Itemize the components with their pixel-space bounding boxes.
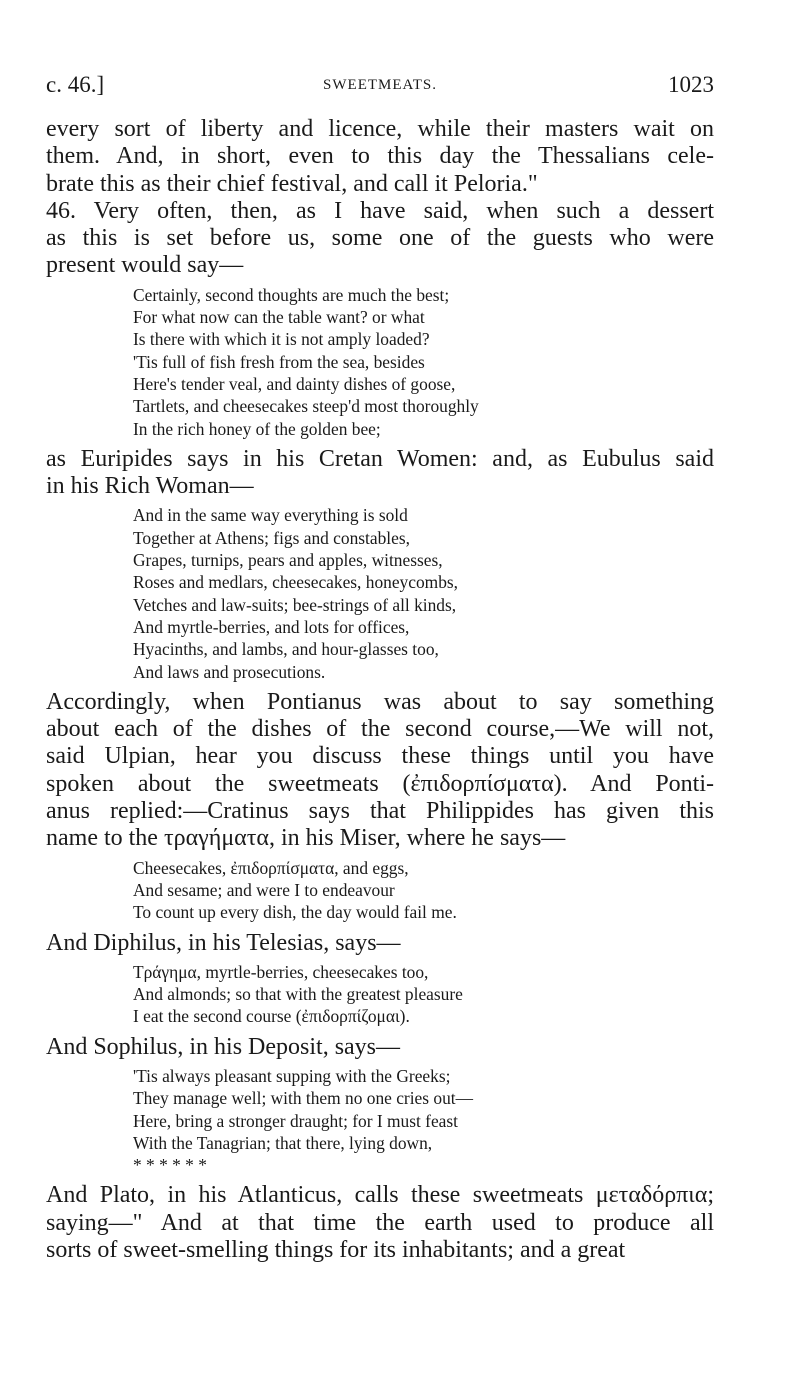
verse-line: In the rich honey of the golden bee; xyxy=(133,418,381,439)
text-line: every sort of liberty and licence, while their masters wait on xyxy=(46,116,714,142)
prose-paragraph xyxy=(46,930,714,957)
verse-line: Here, bring a stronger draught; for I must feast xyxy=(133,1110,459,1131)
verse-line: And laws and prosecutions. xyxy=(133,661,326,682)
verse-line: * * * * * * xyxy=(133,1155,207,1176)
verse-quotation xyxy=(46,504,714,682)
verse-line: Together at Athens; figs and constables, xyxy=(133,527,410,548)
verse-line: And sesame; and were I to endeavour xyxy=(133,879,395,900)
verse-line: And myrtle-berries, and lots for offices, xyxy=(133,616,410,637)
text-line: brate this as their chief festival, and call it Peloria." xyxy=(46,170,538,197)
verse-line: Here's tender veal, and dainty dishes of goose, xyxy=(133,373,456,394)
text-line: them. And, in short, even to this day the Thessalians cele- xyxy=(46,143,714,170)
running-title: SWEETMEATS. xyxy=(323,77,437,93)
verse-line: Τράγημα, myrtle-berries, cheesecakes too, xyxy=(133,961,429,982)
text-line: And Plato, in his Atlanticus, calls these sweetmeats μεταδόρπια; xyxy=(46,1182,714,1209)
verse-quotation xyxy=(46,1065,714,1176)
verse-line: And almonds; so that with the greatest pleasure xyxy=(133,984,463,1005)
text-line: saying—" And at that time the earth used to produce all xyxy=(46,1209,714,1236)
verse-line: I eat the second course (ἐπιδορπίζομαι). xyxy=(133,1006,410,1027)
verse-quotation xyxy=(46,857,714,924)
verse-line: With the Tanagrian; that there, lying down, xyxy=(133,1132,433,1153)
text-line: about each of the dishes of the second course,—We will not, xyxy=(46,716,714,743)
text-line: in his Rich Woman— xyxy=(46,473,254,500)
prose-paragraph xyxy=(46,446,714,501)
text-line: name to the τραγήματα, in his Miser, where he says— xyxy=(46,825,566,852)
verse-line: Hyacinths, and lambs, and hour-glasses too, xyxy=(133,639,439,660)
prose-paragraph xyxy=(46,689,714,853)
verse-line: Is there with which it is not amply loaded? xyxy=(133,329,430,350)
text-line: Accordingly, when Pontianus was about to say something xyxy=(46,688,714,715)
verse-line: Roses and medlars, cheesecakes, honeycombs, xyxy=(133,572,459,593)
text-line: as this is set before us, some one of the guests who were xyxy=(46,225,714,252)
text-line: sorts of sweet-smelling things for its inhabitants; and a great xyxy=(46,1237,626,1264)
verse-quotation xyxy=(46,284,714,440)
page-number: 1023 xyxy=(668,72,714,97)
verse-line: Grapes, turnips, pears and apples, witnesses, xyxy=(133,550,443,571)
chapter-reference: c. 46.] xyxy=(46,72,105,97)
prose-paragraph xyxy=(46,1034,714,1061)
text-line: present would say— xyxy=(46,252,244,279)
verse-line: Tartlets, and cheesecakes steep'd most thoroughly xyxy=(133,396,479,417)
verse-line: Cheesecakes, ἐπιδορπίσματα, and eggs, xyxy=(133,857,409,878)
text-line: 46. Very often, then, as I have said, when such a dessert xyxy=(46,197,714,224)
verse-line: Certainly, second thoughts are much the best; xyxy=(133,284,450,305)
text-line: anus replied:—Cratinus says that Philippides has given this xyxy=(46,798,714,825)
text-line: spoken about the sweetmeats (ἐπιδορπίσματα). And Ponti- xyxy=(46,770,714,797)
verse-line: 'Tis always pleasant supping with the Greeks; xyxy=(133,1065,451,1086)
text-line: as Euripides says in his Cretan Women: and, as Eubulus said xyxy=(46,445,714,472)
verse-line: 'Tis full of fish fresh from the sea, besides xyxy=(133,351,425,372)
text-line: And Sophilus, in his Deposit, says— xyxy=(46,1033,401,1060)
text-line: And Diphilus, in his Telesias, says— xyxy=(46,929,401,956)
verse-line: For what now can the table want? or what xyxy=(133,307,425,328)
prose-paragraph xyxy=(46,1182,714,1264)
verse-line: They manage well; with them no one cries out— xyxy=(133,1088,473,1109)
prose-paragraph xyxy=(46,198,714,280)
verse-quotation xyxy=(46,961,714,1028)
running-header xyxy=(46,72,714,104)
verse-line: To count up every dish, the day would fail me. xyxy=(133,902,457,923)
text-line: said Ulpian, hear you discuss these things until you have xyxy=(46,743,714,770)
prose-paragraph xyxy=(46,116,714,198)
page-body xyxy=(46,116,714,1264)
verse-line: And in the same way everything is sold xyxy=(133,505,408,526)
verse-line: Vetches and law-suits; bee-strings of all kinds, xyxy=(133,594,457,615)
